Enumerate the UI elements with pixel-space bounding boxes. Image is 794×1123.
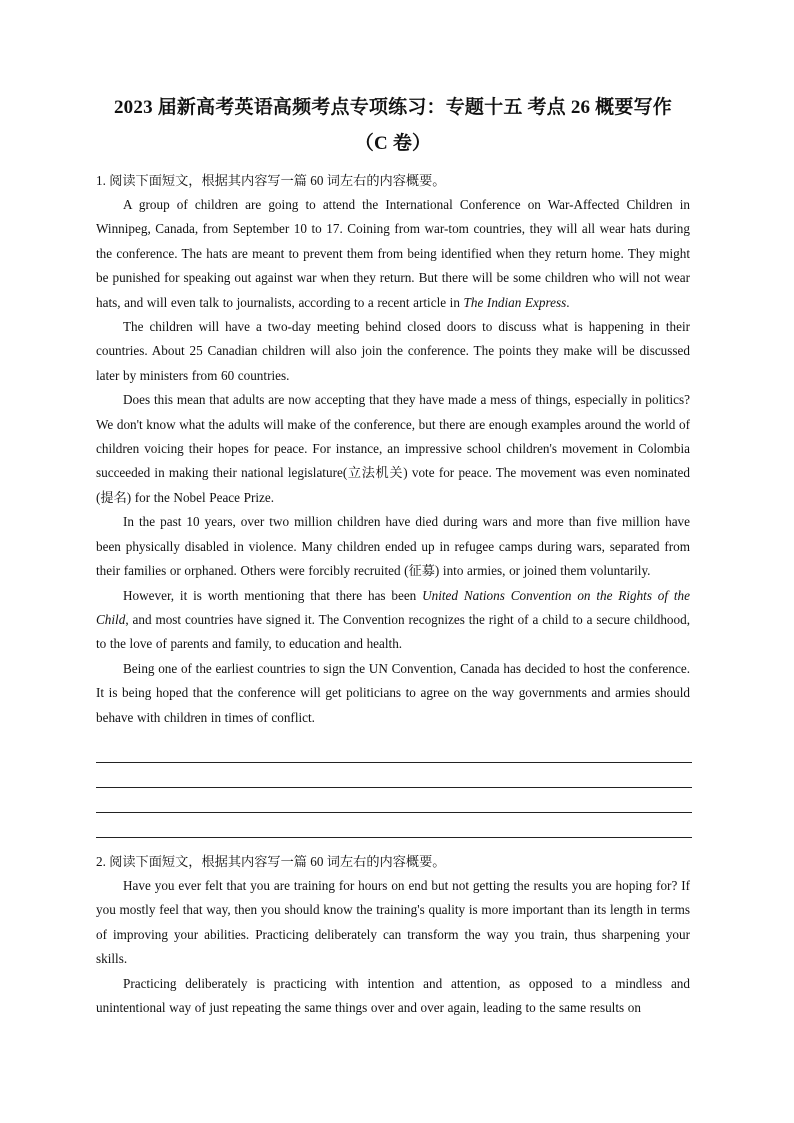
q1-paragraph-3: Does this mean that adults are now accepting that they have made a mess of things, especially in politics? We don't know what the adults will make of the conference, but there are enough examples around the world of children voicing their hopes for peace. For instance, an impressive school children's movement in Colombia succeeded in making their national legislature(立法机关) vote for peace. The movement was even nominated (提名) for the Nobel Peace Prize. — [96, 392, 690, 505]
q1-p5-end: , and most countries have signed it. The Convention recognizes the right of a child to a secure childhood, to the love of parents and family, to education and health. — [96, 611, 690, 652]
q2-paragraph-1: Have you ever felt that you are training for hours on end but not getting the results you are hoping for? If you mostly feel that way, then you should know the training's quality is more important than its length in terms of improving your abilities. Practicing deliberately can transform the way you train, thus sharpening your skills. — [96, 877, 690, 967]
q1-paragraph-6: Being one of the earliest countries to sign the UN Convention, Canada has decided to host the conference. It is being hoped that the conference will get politicians to agree on the way governments and armies should behave with children in times of conflict. — [96, 660, 690, 725]
question-1-prompt: 1. 阅读下面短文，根据其内容写一篇 60 词左右的内容概要。 — [96, 173, 446, 188]
document-title: 2023 届新高考英语高频考点专项练习：专题十五 考点 26 概要写作 — [113, 97, 672, 118]
question-1 — [96, 169, 690, 838]
question-2-prompt: 2. 阅读下面短文，根据其内容写一篇 60 词左右的内容概要。 — [96, 853, 446, 869]
q1-p1-end: . — [566, 294, 570, 310]
answer-line[interactable] — [96, 788, 692, 813]
answer-line[interactable] — [96, 763, 692, 788]
answer-lines[interactable] — [96, 738, 690, 838]
q1-paragraph-5 — [96, 584, 690, 657]
q1-p5-italic: United Nations Convention on the Rights of the Child — [96, 587, 690, 627]
document-title-volume: （C 卷） — [354, 133, 432, 154]
q2-paragraph-2: Practicing deliberately is practicing with intention and attention, as opposed to a mindless and unintentional way of just repeating the same things over and over again, leading to the same results on — [96, 975, 690, 1015]
answer-line[interactable] — [96, 738, 692, 763]
q1-paragraph-2: The children will have a two-day meeting behind closed doors to discuss what is happening in their countries. About 25 Canadian children will also join the conference. The points they make will be discussed later by ministers from 60 countries. — [96, 319, 690, 383]
question-2 — [96, 850, 690, 1020]
q1-p1-text: A group of children are going to attend the International Conference on War-Affected Children in Winnipeg, Canada, from September 10 to 17. Coining from war-tom countries, they will all wear hats during the conference. The hats are meant to prevent them from being identified when they return home. They might be punished for speaking out against war when they return. But there will be some children who will not wear hats, and will even talk to journalists, according to a recent article in — [96, 197, 690, 310]
q1-paragraph-1 — [96, 193, 690, 315]
answer-line[interactable] — [96, 813, 692, 838]
q1-p5-text: However, it is worth mentioning that there has been — [123, 587, 423, 603]
q1-paragraph-4: In the past 10 years, over two million children have died during wars and more than five million have been physically disabled in violence. Many children ended up in refugee camps during wars, separated from their families or orphaned. Others were forcibly recruited (征募) into armies, or joined them voluntarily. — [96, 514, 690, 579]
q1-p1-italic: The Indian Express — [463, 294, 567, 310]
